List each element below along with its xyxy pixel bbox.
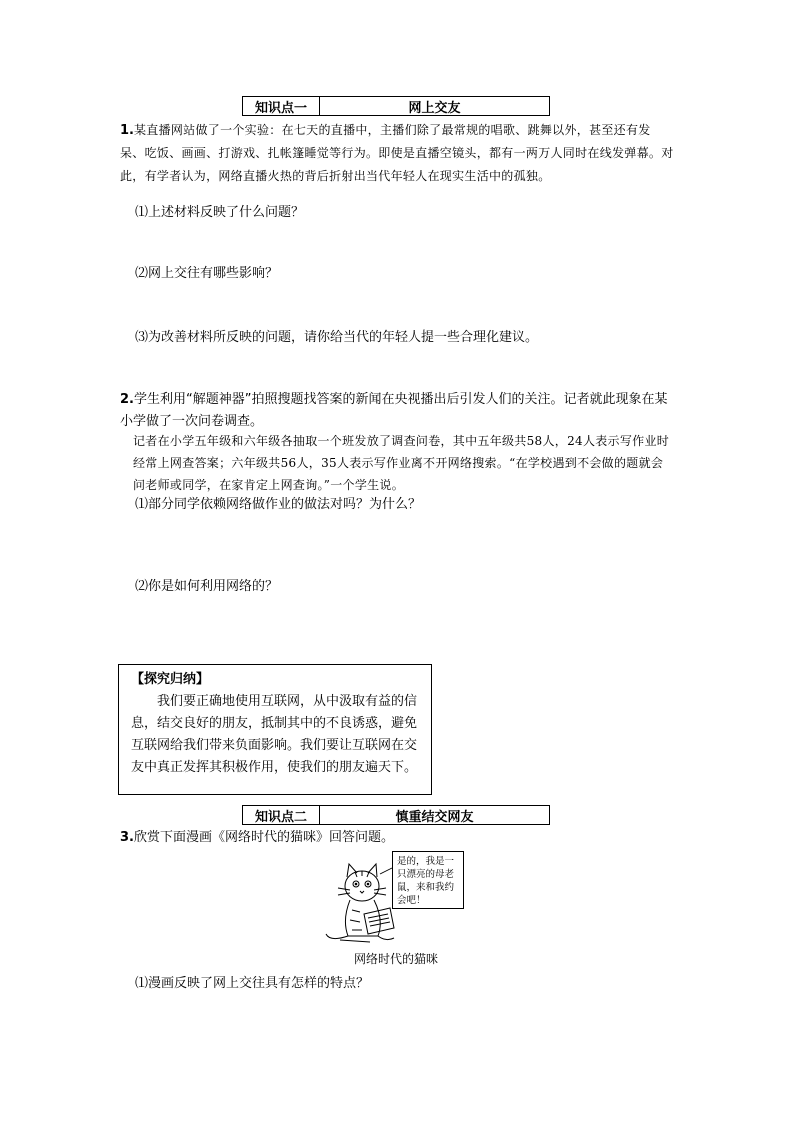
summary-title: 【探究归纳】 — [131, 672, 210, 687]
question-intro: 欣赏下面漫画《网络时代的猫咪》回答问题。 — [133, 830, 394, 845]
section-header-1 — [242, 96, 550, 116]
summary-box — [118, 664, 432, 795]
section-header-2 — [242, 805, 550, 825]
section-title: 慎重结交网友 — [395, 809, 474, 825]
question-number: 2. — [120, 392, 134, 407]
question-material: 某直播网站做了一个实验：在七天的直播中，主播们除了最常规的唱歌、跳舞以外，甚至还有发呆、吃饭、画画、打游戏、扎帐篷睡觉等行为。即使是直播空镜头，都有一两万人同时在线发弹幕。对此，有学者认为，网络直播火热的背后折射出当代年轻人在现实生活中的孤独。 — [120, 123, 674, 183]
q1-sub-2: ⑵网上交往有哪些影响？ — [135, 266, 279, 281]
section-title: 网上交友 — [408, 100, 461, 116]
question-2 — [120, 389, 675, 433]
question-number: 1. — [120, 123, 134, 138]
question-1 — [120, 119, 675, 188]
section-tag: 知识点一 — [243, 97, 320, 115]
q2-sub-1: ⑴部分同学依赖网络做作业的做法对吗？为什么？ — [135, 497, 422, 512]
question-intro: 学生利用“解题神器”拍照搜题找答案的新闻在央视播出后引发人们的关注。记者就此现象在某小学做了一次问卷调查。 — [120, 392, 668, 429]
q2-material: 记者在小学五年级和六年级各抽取一个班发放了调查问卷，其中五年级共58人，24人表示写作业时经常上网查答案；六年级共56人，35人表示写作业离不开网络搜索。“在学校遇到不会做的题就会问老师或同学，在家肯定上网查询。”一个学生说。 — [133, 434, 670, 492]
q3-sub-1: ⑴漫画反映了网上交往具有怎样的特点？ — [135, 976, 370, 991]
q2-sub-2: ⑵你是如何利用网络的？ — [135, 579, 279, 594]
q1-sub-3: ⑶为改善材料所反映的问题，请你给当代的年轻人提一些合理化建议。 — [135, 330, 539, 345]
question-number: 3. — [120, 830, 134, 845]
speech-bubble: 是的，我是一只漂亮的母老鼠，来和我约会吧！ — [392, 851, 464, 909]
question-3 — [120, 827, 675, 849]
summary-body: 我们要正确地使用互联网，从中汲取有益的信息，结交良好的朋友，抵制其中的不良诱惑，避免互联网给我们带来负面影响。我们要让互联网在交友中真正发挥其积极作用，使我们的朋友遍天下。 — [131, 694, 418, 775]
section-tag: 知识点二 — [243, 806, 320, 824]
q1-sub-1: ⑴上述材料反映了什么问题？ — [135, 205, 305, 220]
cartoon-caption: 网络时代的猫咪 — [354, 952, 439, 966]
